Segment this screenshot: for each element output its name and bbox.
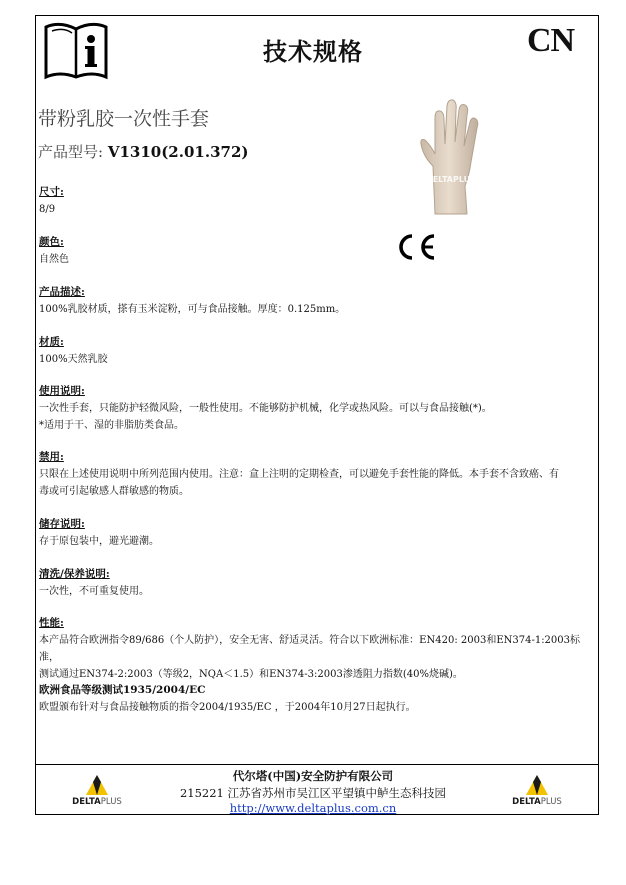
website-link[interactable]: http://www.deltaplus.com.cn [229,801,397,815]
company-address: 215221 江苏省苏州市吴江区平望镇中鲈生态科技园 [179,786,447,800]
size-section [39,184,594,218]
food-test-heading: 欧洲食品等级测试1935/2004/EC [39,684,206,696]
description-text: 100%乳胶材质，搽有玉米淀粉，可与食品接触。厚度：0.125mm。 [39,304,346,315]
food-test-text: 欧盟颁布针对与食品接触物质的指令2004/1935/EC ，于2004年10月27日起执行。 [39,702,416,713]
description-heading: 产品描述: [39,286,85,298]
usage-section [39,383,594,434]
color-heading: 颜色: [39,236,64,248]
product-model [38,141,248,162]
storage-heading: 储存说明: [39,518,85,530]
food-test-section [39,682,594,716]
page-title: 技术规格 [263,37,363,66]
logo-text-delta: DELTA [72,797,101,807]
storage-text: 存于原包装中，避光避潮。 [39,536,159,547]
model-label: 产品型号: [38,143,108,161]
language-code: CN [527,22,575,59]
logo-text-plus: PLUS [100,797,122,807]
material-section [39,334,594,368]
glove-brand-label: DELTAPLUS [426,175,476,184]
cleaning-text: 一次性，不可重复使用。 [39,586,149,597]
product-name: 带粉乳胶一次性手套 [38,108,210,130]
size-value: 8/9 [39,204,56,215]
performance-section [39,615,594,683]
size-heading: 尺寸: [39,186,64,198]
material-heading: 材质: [39,336,64,348]
performance-text-2: 测试通过EN374-2:2003（等级2，NQA＜1.5）和EN374-3:2003渗透阻力指数(40%烧碱)。 [39,669,463,680]
cleaning-heading: 清洗/保养说明: [39,568,110,580]
description-section [39,284,594,318]
prohibited-text-2: 毒或可引起敏感人群敏感的物质。 [39,486,189,497]
prohibited-heading: 禁用: [39,451,64,463]
cleaning-section [39,566,594,600]
footer-divider [35,764,599,765]
logo-text-plus: PLUS [540,797,562,807]
logo-text-delta: DELTA [512,797,541,807]
usage-text-2: *适用于干、湿的非脂肪类食品。 [39,420,184,431]
color-value: 自然色 [39,254,69,265]
usage-text-1: 一次性手套，只能防护轻微风险，一般性使用。不能够防护机械，化学或热风险。可以与食品接触(*)。 [39,403,492,414]
color-section [39,234,594,268]
prohibited-section [39,449,594,500]
company-name: 代尔塔(中国)安全防护有限公司 [232,769,394,783]
material-text: 100%天然乳胶 [39,354,108,365]
usage-heading: 使用说明: [39,385,85,397]
model-value: V1310(2.01.372) [107,143,249,161]
performance-text-1: 本产品符合欧洲指令89/686（个人防护），安全无害、舒适灵活。符合以下欧洲标准：EN420: 2003和EN374-1:2003标准， [39,635,581,663]
storage-section [39,516,594,550]
performance-heading: 性能: [39,617,64,629]
prohibited-text-1: 只限在上述使用说明中所列范围内使用。注意：盒上注明的定期检查，可以避免手套性能的降低。本手套不含致癌、有 [39,469,559,480]
